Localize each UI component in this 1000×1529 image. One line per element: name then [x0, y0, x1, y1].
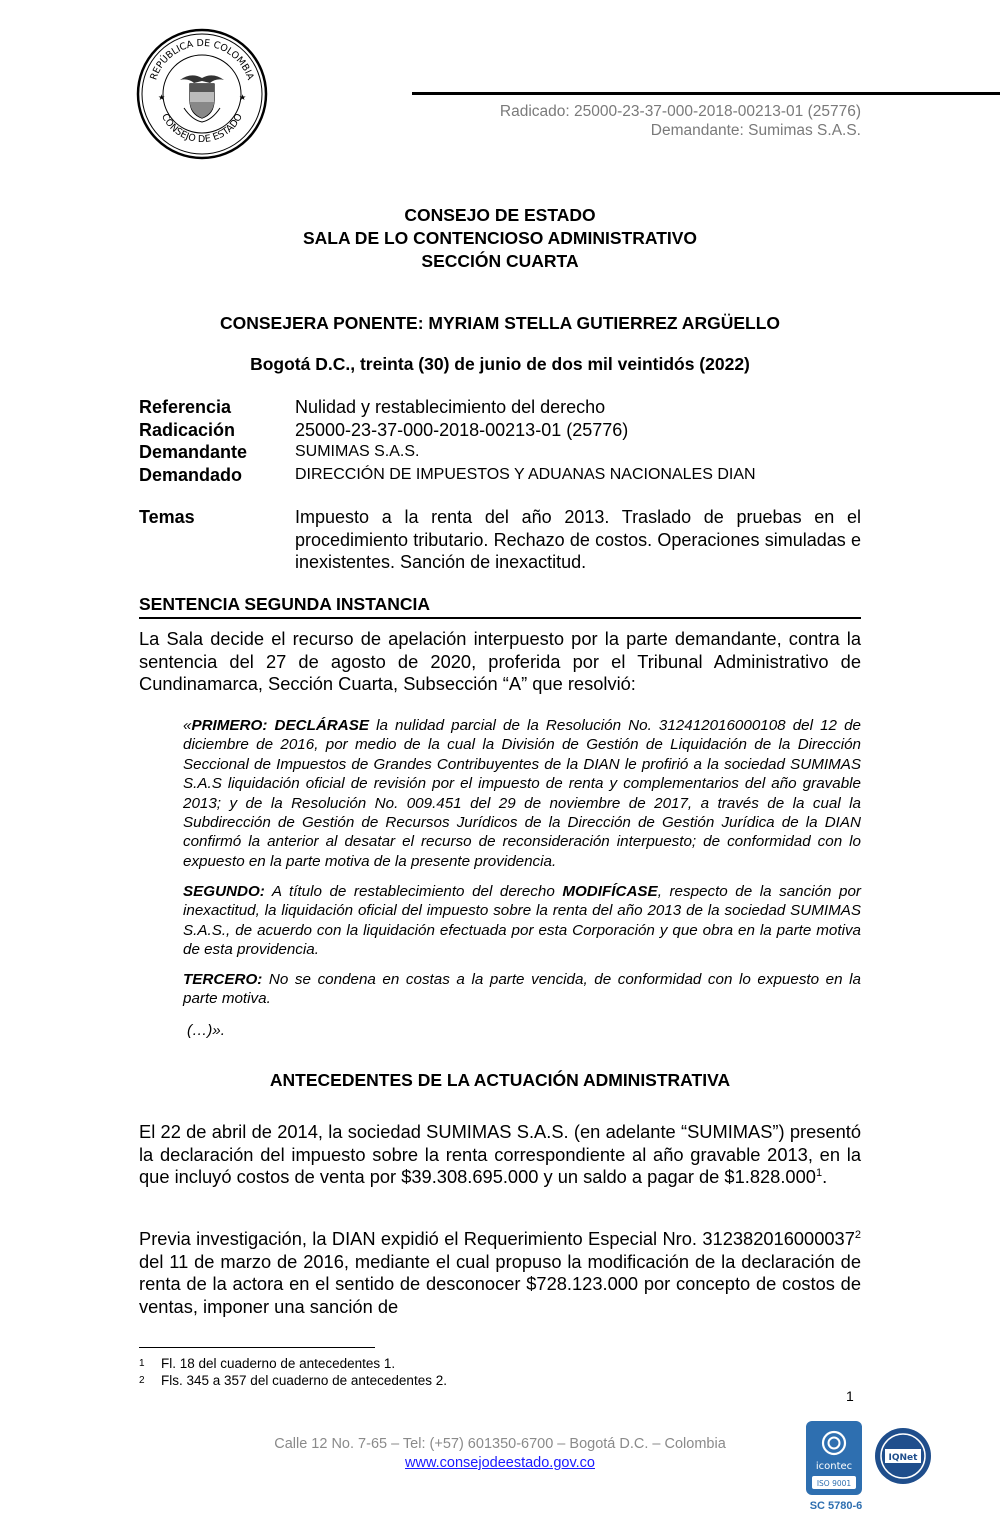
svg-text:★: ★ — [239, 93, 247, 102]
paragraph-2 — [139, 1228, 861, 1319]
paragraph-2-text: Previa investigación, la DIAN expidió el Requerimiento Especial Nro. 312382016000037 — [139, 1228, 855, 1249]
quote-tercero — [183, 970, 861, 1009]
seal-top-text: REPÚBLICA DE COLOMBIA — [148, 37, 256, 82]
footnote-number: 1 — [139, 1358, 145, 1369]
seal-bottom-text: CONSEJO DE ESTADO — [158, 112, 246, 146]
temas-block — [139, 506, 861, 574]
reference-key: Demandante — [139, 442, 248, 463]
iso-label: ISO 9001 — [816, 1479, 852, 1488]
paragraph-2-text-after: del 11 de marzo de 2016, mediante el cual propuso la modificación de la declaración de renta de la actora en el sentido de desconocer $728.123.000 por concepto de costos de ventas, imponer una sanción de — [139, 1250, 861, 1318]
footnote-2 — [139, 1373, 447, 1389]
reference-key: Radicación — [139, 419, 236, 440]
footnote-ref-1[interactable]: 1 — [815, 1167, 823, 1180]
footnote-1 — [139, 1356, 395, 1372]
quote-closing: (…)». — [187, 1022, 225, 1039]
court-title-line2: SALA DE LO CONTENCIOSO ADMINISTRATIVO — [302, 228, 698, 248]
court-title-line1: CONSEJO DE ESTADO — [404, 205, 596, 225]
icontec-label: icontec — [815, 1461, 853, 1472]
quote-primero — [183, 716, 861, 871]
reference-row — [139, 464, 861, 487]
quote-segundo-label: SEGUNDO: — [183, 883, 265, 900]
header-radicado: Radicado: 25000-23-37-000-2018-00213-01 (25776) — [499, 103, 861, 120]
icontec-logo — [806, 1421, 862, 1495]
header-demandante: Demandante: Sumimas S.A.S. — [650, 122, 861, 139]
svg-text:★: ★ — [158, 93, 166, 102]
reference-key: Demandado — [139, 465, 243, 486]
footnote-separator — [139, 1347, 375, 1348]
quote-segundo — [183, 882, 861, 960]
quote-tercero-text: No se condena en costas a la parte vencida, de conformidad con lo expuesto en la parte motiva. — [183, 971, 861, 1008]
reference-block — [139, 396, 861, 487]
section-heading: SENTENCIA SEGUNDA INSTANCIA — [139, 594, 861, 619]
intro-paragraph: La Sala decide el recurso de apelación interpuesto por la parte demandante, contra la sentencia del 27 de agosto de 2020, proferida por el Tribunal Administrativo de Cundinamarca, Sección Cuarta, Subsección “A” que resolvió: — [139, 628, 861, 695]
footer-website-link[interactable]: www.consejodeestado.gov.co — [405, 1455, 595, 1471]
footnote-number: 2 — [139, 1375, 145, 1386]
footnote-text: Fls. 345 a 357 del cuaderno de antecedentes 2. — [161, 1373, 447, 1388]
paragraph-1 — [139, 1121, 861, 1189]
quote-segundo-text-rest: , respecto de la sanción por inexactitud, la liquidación oficial del impuesto sobre la renta del año 2013 de la sociedad SUMIMAS S.A.S., de acuerdo con la liquidación efectuada por esta Corporación y que obra en la parte motiva de esta providencia. — [183, 883, 861, 959]
temas-key: Temas — [139, 507, 195, 527]
court-title — [0, 204, 1000, 273]
reference-value: SUMIMAS S.A.S. — [295, 443, 420, 461]
footnote-ref-2[interactable]: 2 — [854, 1228, 861, 1241]
court-title-line3: SECCIÓN CUARTA — [421, 251, 579, 271]
reference-value: 25000-23-37-000-2018-00213-01 (25776) — [295, 419, 629, 440]
page-number: 1 — [846, 1388, 854, 1404]
footer-address: Calle 12 No. 7-65 – Tel: (+57) 601350-6700 – Bogotá D.C. – Colombia — [274, 1436, 726, 1452]
paragraph-1-tail: . — [822, 1166, 828, 1188]
reference-row — [139, 441, 861, 464]
header-case-info — [500, 102, 861, 140]
reference-key: Referencia — [139, 397, 232, 417]
consejo-de-estado-seal — [136, 28, 268, 160]
sc-certificate-code: SC 5780-6 — [809, 1500, 863, 1512]
header-rule — [412, 92, 1000, 95]
quote-segundo-modificase: MODIFÍCASE — [562, 883, 658, 900]
footnote-text: Fl. 18 del cuaderno de antecedentes 1. — [161, 1356, 396, 1371]
iqnet-logo — [874, 1427, 932, 1485]
ponente-line: CONSEJERA PONENTE: MYRIAM STELLA GUTIERREZ ARGÜELLO — [219, 313, 781, 333]
quote-segundo-text: A título de restablecimiento del derecho — [264, 883, 563, 900]
antecedentes-heading: ANTECEDENTES DE LA ACTUACIÓN ADMINISTRATIVA — [269, 1070, 731, 1090]
reference-row — [139, 396, 861, 419]
quote-primero-text: la nulidad parcial de la Resolución No. 312412016000108 del 12 de diciembre de 2016, por medio de la cual la División de Gestión de Liquidación de la Dirección Seccional de Impuestos de Grandes Contribuyentes de la DIAN le profirió a la sociedad SUMIMAS S.A.S liquidación oficial de revisión por el impuesto de renta y complementarios del año gravable 2013; y de la Resolución No. 009.451 del 29 de noviembre de 2017, a través de la cual la Subdirección de Gestión de Recursos Jurídicos de la Dirección de Gestión Jurídica de la DIAN confirmó la anterior al desatar el recurso de reconsideración interpuesto; de conformidad con lo expuesto en la parte motiva de la presente providencia. — [183, 717, 861, 870]
svg-text:REPÚBLICA DE COLOMBIA — [148, 38, 256, 82]
iqnet-label: IQNet — [888, 1453, 918, 1463]
reference-value: Nulidad y restablecimiento del derecho — [295, 397, 606, 417]
reference-row — [139, 419, 861, 442]
quote-primero-label: PRIMERO: DECLÁRASE — [191, 717, 370, 734]
temas-value: Impuesto a la renta del año 2013. Traslado de pruebas en el procedimiento tributario. Rechazo de costos. Operaciones simuladas e inexistentes. Sanción de inexactitud. — [295, 507, 861, 573]
quote-tercero-label: TERCERO: — [183, 971, 263, 988]
date-line: Bogotá D.C., treinta (30) de junio de dos mil veintidós (2022) — [250, 354, 750, 374]
paragraph-1-text: El 22 de abril de 2014, la sociedad SUMIMAS S.A.S. (en adelante “SUMIMAS”) presentó la declaración del impuesto sobre la renta correspondiente al año gravable 2013, en la que incluyó costos de venta por $39.308.695.000 y un saldo a pagar de $1.828.000 — [139, 1121, 861, 1188]
reference-value: DIRECCIÓN DE IMPUESTOS Y ADUANAS NACIONALES DIAN — [295, 466, 756, 484]
quote-open-mark: « — [183, 717, 192, 734]
